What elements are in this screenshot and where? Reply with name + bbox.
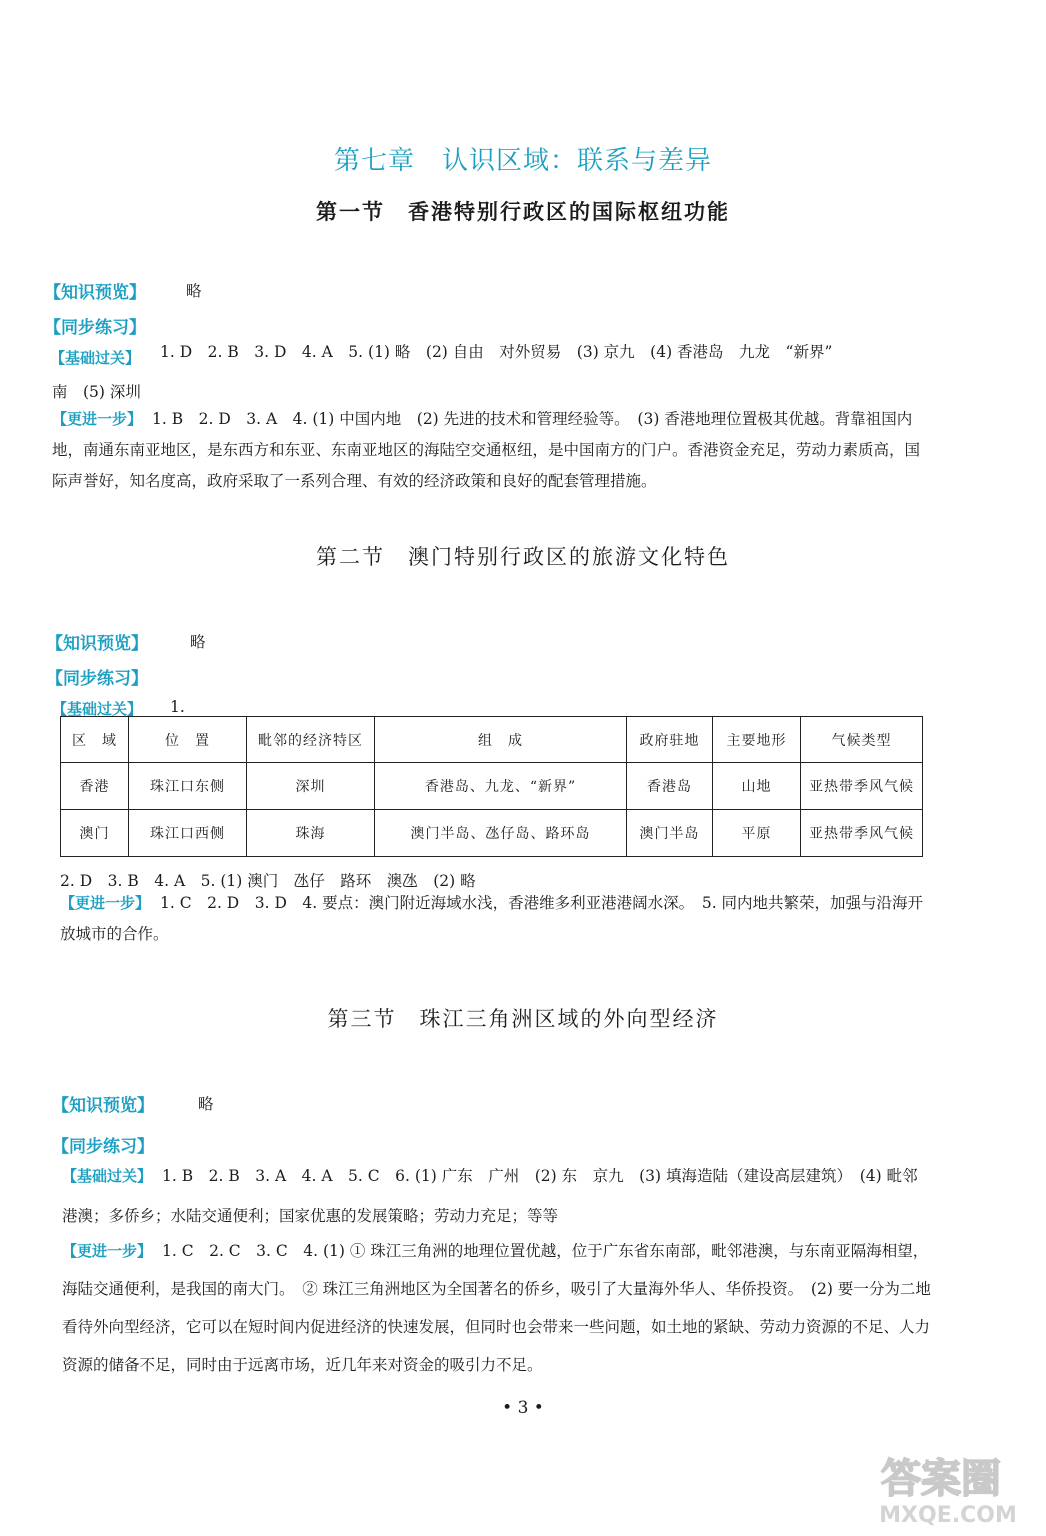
s1-basic-tag: 【基础过关】: [50, 349, 141, 367]
s2-basic-tag: 【基础过关】: [52, 700, 143, 718]
s3-practice-tag: 【同步练习】: [52, 1137, 154, 1157]
answer-table: [60, 716, 923, 857]
s3-basic-text: 1. B 2. B 3. A 4. A 5. C 6. (1) 广东 广州 (2) 东 京九 (3) 填海造陆（建设高层建筑） (4) 毗邻港澳；多侨乡；水陆交通便利；国家优惠的发展策略；劳动力充足；等等: [62, 1167, 918, 1225]
s1-basic-text-2: 南 (5) 深圳: [52, 383, 141, 401]
table-cell: 香港岛: [627, 763, 713, 810]
s1-preview-text: 略: [186, 282, 202, 300]
page-number: • 3 •: [502, 1398, 544, 1418]
table-header-cell: 政府驻地: [627, 717, 713, 763]
table-cell: 珠海: [247, 810, 375, 857]
s2-basic-text: 1.: [170, 698, 185, 716]
s1-advance-tag: 【更进一步】: [52, 410, 143, 428]
table-cell: 澳门半岛、氹仔岛、路环岛: [375, 810, 627, 857]
table-cell: 山地: [713, 763, 801, 810]
table-cell: 珠江口东侧: [129, 763, 247, 810]
svg-text:答案圈: 答案圈: [881, 1456, 1001, 1502]
table-header-cell: 区 域: [61, 717, 129, 763]
s3-advance-tag: 【更进一步】: [62, 1242, 153, 1260]
table-header-cell: 毗邻的经济特区: [247, 717, 375, 763]
table-header-cell: 主要地形: [713, 717, 801, 763]
s2-advance-tag: 【更进一步】: [60, 894, 151, 912]
s3-advance-text: 1. C 2. C 3. C 4. (1) ① 珠江三角洲的地理位置优越，位于广东省东南部，毗邻港澳，与东南亚隔海相望，海陆交通便利，是我国的南大门。 ② 珠江三角洲地区为全国著名的侨乡，吸引了大量海外华人、华侨投资。 (2) 要一分为二地看待外向型经济，它可以在短时间内促进经济的快速发展，但同时也会带来一些问题，如土地的紧缺、劳动力资源的不足、人力资源的储备不足，同时由于远离市场，近几年来对资金的吸引力不足。: [62, 1242, 931, 1374]
s3-preview-tag: 【知识预览】: [52, 1096, 154, 1116]
table-cell: 澳门半岛: [627, 810, 713, 857]
s3-basic-block: [62, 1156, 926, 1236]
s3-advance-block: [62, 1232, 938, 1384]
table-header-cell: 气候类型: [801, 717, 923, 763]
section-3-title: 第三节 珠江三角洲区域的外向型经济: [327, 1007, 719, 1031]
watermark-logo: [856, 1446, 1026, 1528]
table-header-cell: 位 置: [129, 717, 247, 763]
section-2-title: 第二节 澳门特别行政区的旅游文化特色: [316, 545, 730, 569]
table-header-row: [61, 717, 923, 763]
s2-after-table: 2. D 3. B 4. A 5. (1) 澳门 氹仔 路环 澳氹 (2) 略: [60, 872, 476, 890]
s2-advance-text: 1. C 2. D 3. D 4. 要点：澳门附近海域水浅，香港维多利亚港港阔水深。 5. 同内地共繁荣，加强与沿海开放城市的合作。: [60, 894, 924, 943]
table-cell: 亚热带季风气候: [801, 810, 923, 857]
s3-preview-text: 略: [198, 1095, 214, 1113]
table-cell: 珠江口西侧: [129, 810, 247, 857]
chapter-title: 第七章 认识区域：联系与差异: [333, 146, 712, 176]
s2-preview-text: 略: [190, 633, 206, 651]
table-cell: 澳门: [61, 810, 129, 857]
svg-text:MXQE.COM: MXQE.COM: [879, 1503, 1017, 1528]
table-cell: 深圳: [247, 763, 375, 810]
table-cell: 平原: [713, 810, 801, 857]
s1-basic-text: 1. D 2. B 3. D 4. A 5. (1) 略 (2) 自由 对外贸易 (3) 京九 (4) 香港岛 九龙 “新界”: [160, 343, 833, 361]
s2-practice-tag: 【同步练习】: [46, 669, 148, 689]
section-1-title: 第一节 香港特别行政区的国际枢纽功能: [316, 199, 730, 224]
s1-advance-text: 1. B 2. D 3. A 4. (1) 中国内地 (2) 先进的技术和管理经验等。 (3) 香港地理位置极其优越。背靠祖国内地，南通东南亚地区，是东西方和东亚、东南亚地区的海陆空交通枢纽，是中国南方的门户。香港资金充足，劳动力素质高，国际声誉好，知名度高，政府采取了一系列合理、有效的经济政策和良好的配套管理措施。: [52, 410, 921, 490]
s1-advance-block: [52, 404, 922, 497]
s1-practice-tag: 【同步练习】: [44, 318, 146, 338]
table-header-cell: 组 成: [375, 717, 627, 763]
s3-basic-tag: 【基础过关】: [62, 1167, 153, 1185]
table-cell: 香港: [61, 763, 129, 810]
s2-advance-block: [60, 888, 924, 950]
table-cell: 香港岛、九龙、“新界”: [375, 763, 627, 810]
table-row: [61, 810, 923, 857]
s2-preview-tag: 【知识预览】: [46, 634, 148, 654]
s1-preview-tag: 【知识预览】: [44, 283, 146, 303]
table-cell: 亚热带季风气候: [801, 763, 923, 810]
table-row: [61, 763, 923, 810]
